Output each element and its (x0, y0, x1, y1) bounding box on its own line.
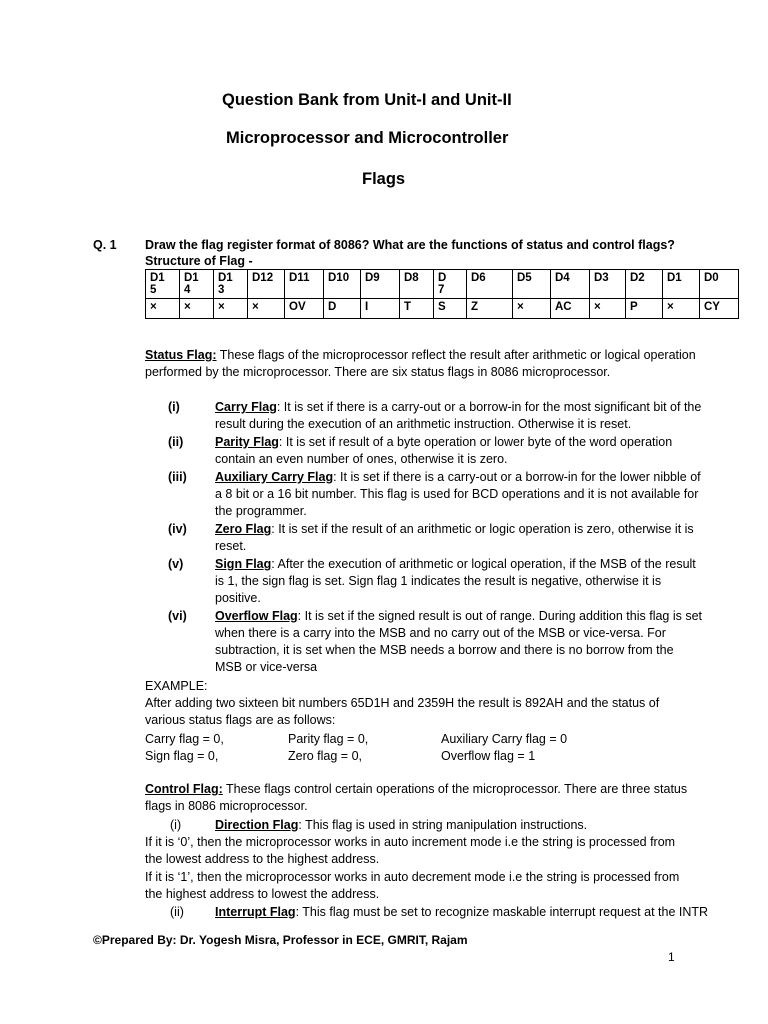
paragraph-line: the lowest address to the highest address. (145, 852, 380, 866)
flag-value: × (590, 299, 626, 319)
status-flag-label: Status Flag: (145, 348, 217, 362)
flag-value: × (248, 299, 285, 319)
parity-flag-value: Parity flag = 0, (288, 732, 369, 746)
flag-bit-d13: D1 3 (214, 270, 248, 299)
item-line: result during the execution of an arithmetic instruction. Otherwise it is reset. (215, 417, 632, 431)
item-number: (i) (170, 818, 182, 832)
overflow-flag-item: Overflow Flag: It is set if the signed result is out of range. During addition this flag is set (215, 609, 703, 623)
flag-value: S (434, 299, 467, 319)
flag-value: OV (285, 299, 324, 319)
paragraph-line: the highest address to lowest the address. (145, 887, 380, 901)
question-number: Q. 1 (93, 238, 117, 252)
control-flag-text-2: flags in 8086 microprocessor. (145, 799, 308, 813)
flag-bit-d15: D1 5 (146, 270, 180, 299)
carry-flag-value: Carry flag = 0, (145, 732, 224, 746)
item-line: positive. (215, 591, 261, 605)
paragraph-line: If it is ‘1’, then the microprocessor works in auto decrement mode i.e the string is processed from (145, 870, 680, 884)
flag-bit-d0: D0 (700, 270, 739, 299)
item-number: (iv) (168, 522, 187, 536)
flag-value: P (626, 299, 663, 319)
flag-bit-d12: D12 (248, 270, 285, 299)
item-line: reset. (215, 539, 247, 553)
flag-value: × (513, 299, 551, 319)
footer-credit: ©Prepared By: Dr. Yogesh Misra, Professor in ECE, GMRIT, Rajam (93, 933, 468, 947)
flag-value: × (214, 299, 248, 319)
item-number: (i) (168, 400, 180, 414)
status-flag-text: These flags of the microprocessor reflect the result after arithmetic or logical operation (216, 348, 696, 362)
flag-value: D (324, 299, 361, 319)
flag-value: × (180, 299, 214, 319)
table-value-row (146, 299, 739, 319)
table-header-row (146, 270, 739, 299)
flag-bit-d6: D6 (467, 270, 513, 299)
flag-bit-d8: D8 (400, 270, 434, 299)
flag-value: T (400, 299, 434, 319)
item-line: the programmer. (215, 504, 307, 518)
item-line: MSB or vice-versa (215, 660, 318, 674)
flag-bit-d7: D 7 (434, 270, 467, 299)
flag-bit-d4: D4 (551, 270, 590, 299)
parity-flag-item: Parity Flag: It is set if result of a byte operation or lower byte of the word operation (215, 435, 673, 449)
carry-flag-item: Carry Flag: It is set if there is a carry-out or a borrow-in for the most significant bit of the (215, 400, 702, 414)
paragraph-line: If it is ‘0’, then the microprocessor works in auto increment mode i.e the string is processed from (145, 835, 676, 849)
item-number: (ii) (168, 435, 184, 449)
structure-label: Structure of Flag - (145, 254, 253, 268)
status-flag-text-2: performed by the microprocessor. There are six status flags in 8086 microprocessor. (145, 365, 611, 379)
section-title: Flags (362, 170, 406, 188)
zero-flag-item: Zero Flag: It is set if the result of an arithmetic or logic operation is zero, otherwise it is (215, 522, 694, 536)
item-number: (vi) (168, 609, 187, 623)
control-flag-paragraph (145, 781, 687, 798)
flag-bit-d10: D10 (324, 270, 361, 299)
flag-bit-d14: D1 4 (180, 270, 214, 299)
zero-flag-value: Zero flag = 0, (288, 749, 362, 763)
item-number: (v) (168, 557, 184, 571)
flag-value: AC (551, 299, 590, 319)
control-flag-text: These flags control certain operations of the microprocessor. There are three status (222, 782, 688, 796)
flag-value: × (663, 299, 700, 319)
question-text: Draw the flag register format of 8086? What are the functions of status and control flags? (145, 238, 675, 252)
item-number: (iii) (168, 470, 187, 484)
flag-value: Z (467, 299, 513, 319)
example-label: EXAMPLE: (145, 679, 208, 693)
flag-value: I (361, 299, 400, 319)
item-line: a 8 bit or a 16 bit number. This flag is used for BCD operations and it is not available for (215, 487, 699, 501)
flag-register-table (145, 269, 739, 319)
overflow-flag-value: Overflow flag = 1 (441, 749, 536, 763)
flag-bit-d5: D5 (513, 270, 551, 299)
flag-bit-d2: D2 (626, 270, 663, 299)
flag-bit-d1: D1 (663, 270, 700, 299)
page-number: 1 (668, 950, 675, 964)
status-flag-paragraph (145, 347, 696, 364)
flag-bit-d9: D9 (361, 270, 400, 299)
example-text: various status flags are as follows: (145, 713, 336, 727)
flag-bit-d11: D11 (285, 270, 324, 299)
direction-flag-item: Direction Flag: This flag is used in string manipulation instructions. (215, 818, 588, 832)
interrupt-flag-item: Interrupt Flag: This flag must be set to recognize maskable interrupt request at the INTR (215, 905, 709, 919)
item-line: contain an even number of ones, otherwise it is zero. (215, 452, 508, 466)
subject-title: Microprocessor and Microcontroller (226, 129, 509, 147)
item-line: is 1, the sign flag is set. Sign flag 1 indicates the result is negative, otherwise it is (215, 574, 662, 588)
item-number: (ii) (170, 905, 184, 919)
flag-value: CY (700, 299, 739, 319)
flag-bit-d3: D3 (590, 270, 626, 299)
sign-flag-value: Sign flag = 0, (145, 749, 219, 763)
page-title: Question Bank from Unit-I and Unit-II (222, 91, 512, 109)
aux-carry-flag-item: Auxiliary Carry Flag: It is set if there is a carry-out or a borrow-in for the lower nibble of (215, 470, 701, 484)
item-line: subtraction, it is set when the MSB needs a borrow and there is no borrow from the (215, 643, 674, 657)
aux-carry-flag-value: Auxiliary Carry flag = 0 (441, 732, 568, 746)
example-text: After adding two sixteen bit numbers 65D1H and 2359H the result is 892AH and the status of (145, 696, 660, 710)
sign-flag-item: Sign Flag: After the execution of arithmetic or logical operation, if the MSB of the result (215, 557, 696, 571)
control-flag-label: Control Flag: (145, 782, 223, 796)
flag-value: × (146, 299, 180, 319)
item-line: when there is a carry into the MSB and no carry out of the MSB or vice-versa. For (215, 626, 666, 640)
